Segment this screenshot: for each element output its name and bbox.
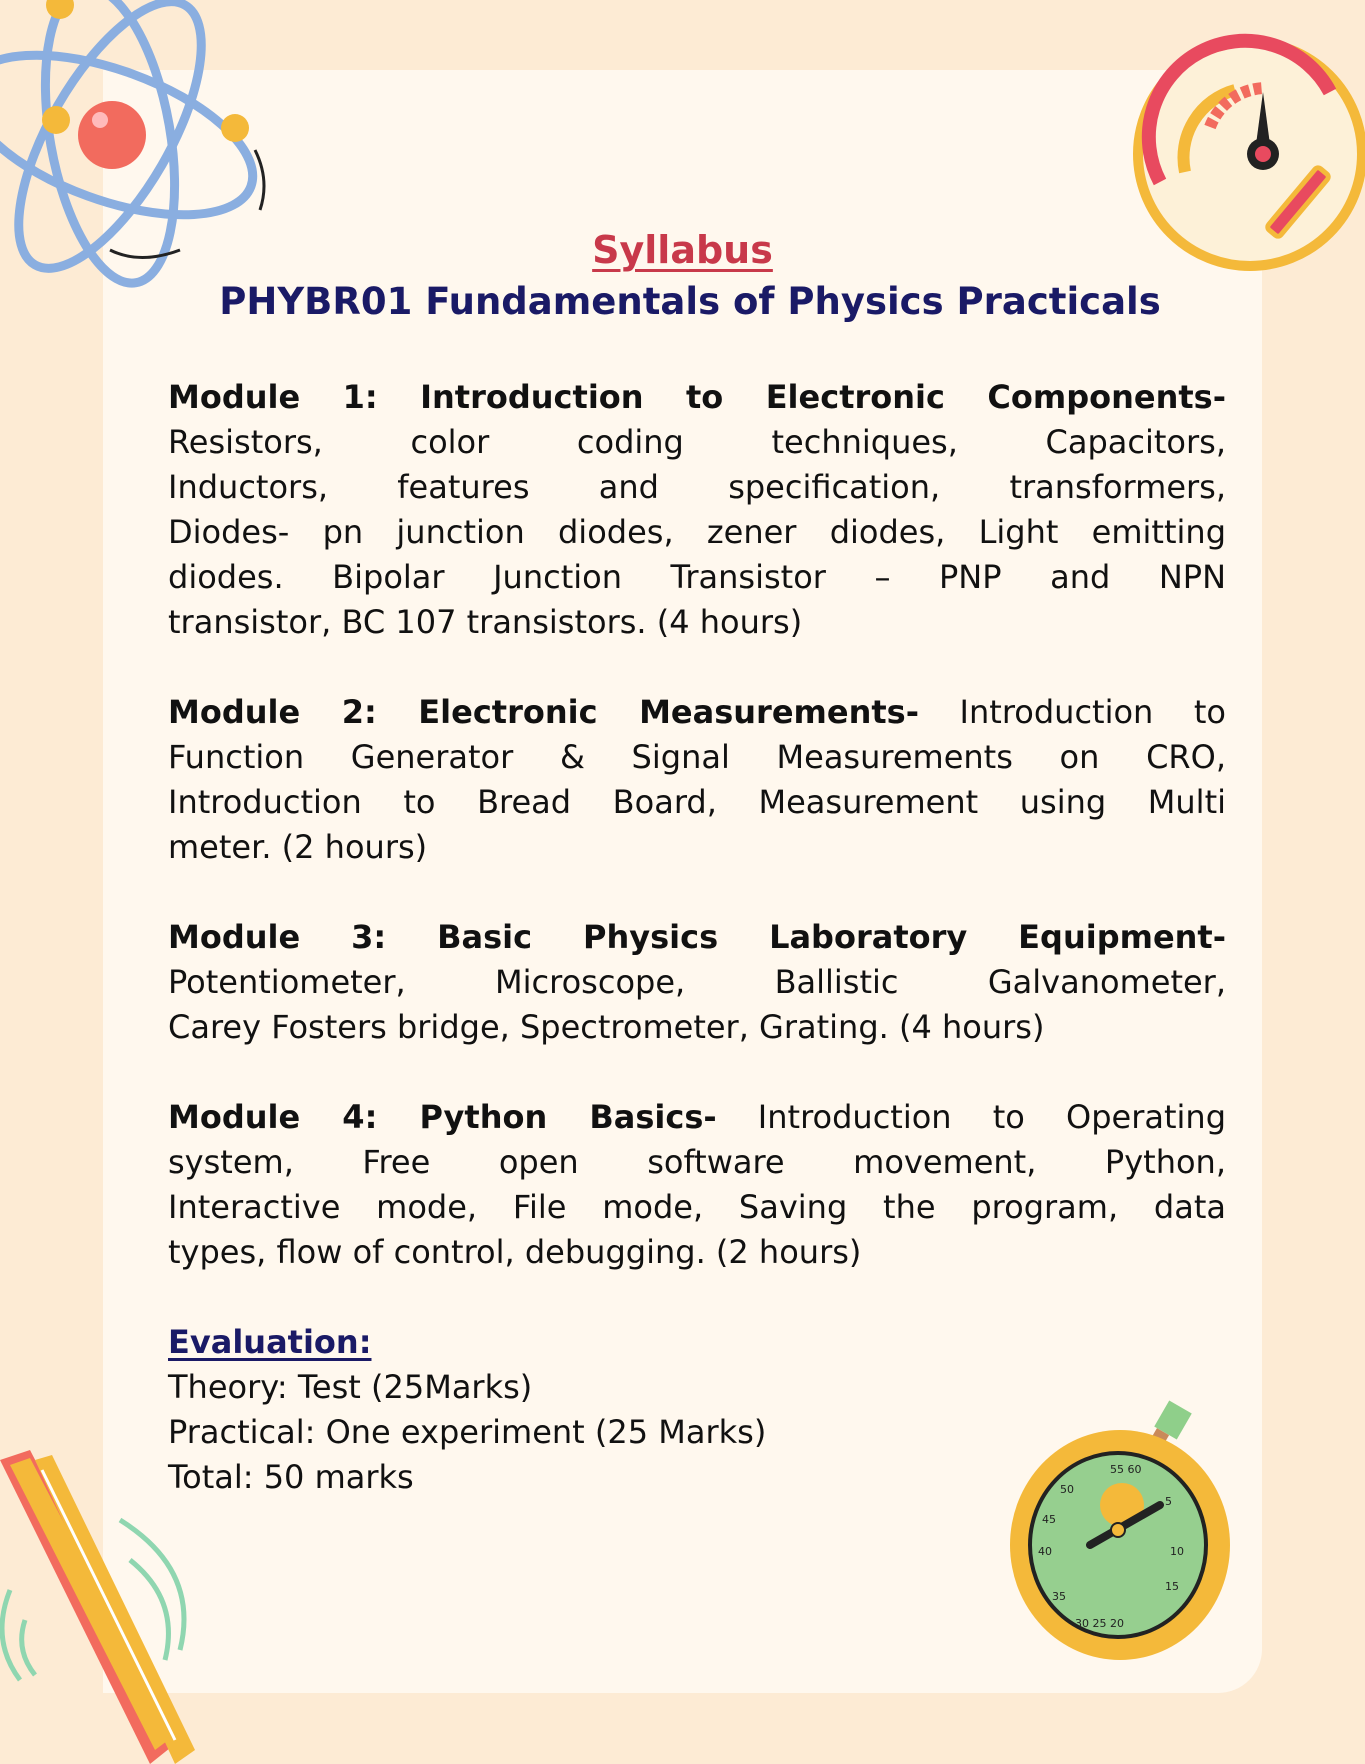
module-heading: Module 3: Basic Physics Laboratory Equipment- xyxy=(168,918,1226,956)
module-line: Resistors, color coding techniques, Capacitors, xyxy=(168,423,1226,461)
module-line: Diodes- pn junction diodes, zener diodes, Light emitting xyxy=(168,513,1226,551)
module-line xyxy=(168,690,1226,735)
module-4 xyxy=(168,1095,1226,1275)
module-heading: Module 2: Electronic Measurements- xyxy=(168,693,919,731)
page-title xyxy=(0,228,1365,272)
module-2 xyxy=(168,690,1226,870)
evaluation-heading: Evaluation: xyxy=(168,1323,372,1361)
syllabus-content xyxy=(168,375,1226,1500)
svg-text:5: 5 xyxy=(1165,1495,1172,1508)
module-line: types, flow of control, debugging. (2 hours) xyxy=(168,1233,862,1271)
module-line: Potentiometer, Microscope, Ballistic Galvanometer, xyxy=(168,963,1226,1001)
svg-text:40: 40 xyxy=(1038,1545,1052,1558)
module-line: Inductors, features and specification, transformers, xyxy=(168,468,1226,506)
module-line xyxy=(168,1095,1226,1140)
module-line: Introduction to Bread Board, Measurement using Multi xyxy=(168,783,1226,821)
module-line: Interactive mode, File mode, Saving the program, data xyxy=(168,1188,1226,1226)
module-line: meter. (2 hours) xyxy=(168,828,428,866)
module-1 xyxy=(168,375,1226,645)
module-line xyxy=(168,915,1226,960)
evaluation-item: Practical: One experiment (25 Marks) xyxy=(168,1413,767,1451)
module-line xyxy=(168,375,1226,420)
evaluation-item: Total: 50 marks xyxy=(168,1458,414,1496)
module-line: diodes. Bipolar Junction Transistor – PNP and NPN xyxy=(168,558,1226,596)
module-line: transistor, BC 107 transistors. (4 hours) xyxy=(168,603,803,641)
module-heading: Module 1: Introduction to Electronic Components- xyxy=(168,378,1226,416)
module-3 xyxy=(168,915,1226,1050)
module-line: system, Free open software movement, Python, xyxy=(168,1143,1226,1181)
module-text: Introduction to Operating xyxy=(716,1098,1227,1136)
course-title: PHYBR01 Fundamentals of Physics Practicals xyxy=(219,280,1161,323)
svg-text:55 60: 55 60 xyxy=(1110,1463,1142,1476)
evaluation-item: Theory: Test (25Marks) xyxy=(168,1368,533,1406)
module-line: Function Generator & Signal Measurements on CRO, xyxy=(168,738,1226,776)
svg-text:15: 15 xyxy=(1165,1580,1179,1593)
module-line: Carey Fosters bridge, Spectrometer, Grating. (4 hours) xyxy=(168,1008,1045,1046)
svg-text:30 25 20: 30 25 20 xyxy=(1075,1617,1124,1630)
evaluation-section xyxy=(168,1320,1226,1500)
svg-text:45: 45 xyxy=(1042,1513,1056,1526)
module-heading: Module 4: Python Basics- xyxy=(168,1098,717,1136)
svg-text:35: 35 xyxy=(1052,1590,1066,1603)
module-text: Introduction to xyxy=(919,693,1227,731)
title-text: Syllabus xyxy=(592,228,773,272)
svg-text:50: 50 xyxy=(1060,1483,1074,1496)
svg-text:10: 10 xyxy=(1170,1545,1184,1558)
